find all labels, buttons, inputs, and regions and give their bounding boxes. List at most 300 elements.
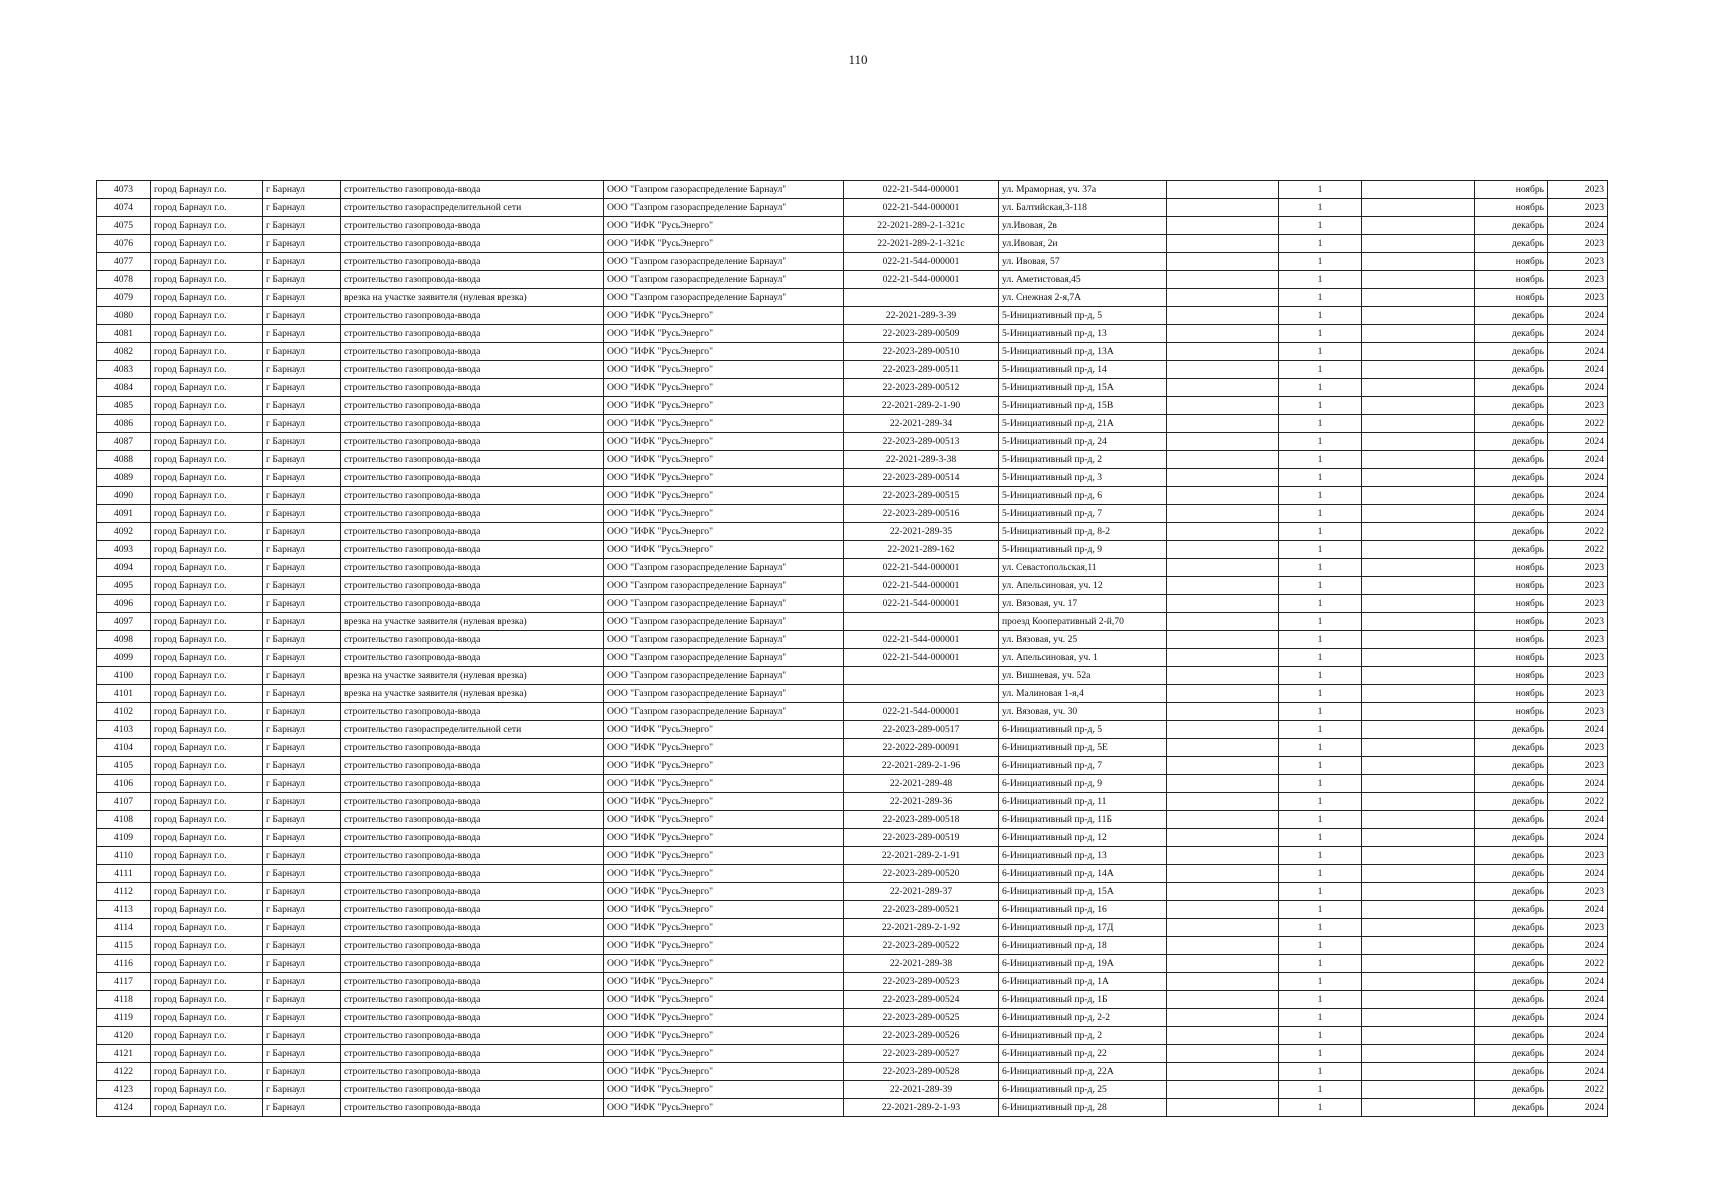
municipality-cell: город Барнаул г.о.	[151, 883, 263, 901]
note-cell	[1167, 721, 1279, 739]
municipality-cell: город Барнаул г.о.	[151, 613, 263, 631]
month-cell: декабрь	[1475, 721, 1548, 739]
row-number-cell: 4108	[97, 811, 151, 829]
municipality-cell: город Барнаул г.о.	[151, 343, 263, 361]
extra-cell	[1362, 667, 1475, 685]
month-cell: декабрь	[1475, 397, 1548, 415]
address-cell: 6-Инициативный пр-д, 5	[999, 721, 1167, 739]
note-cell	[1167, 739, 1279, 757]
extra-cell	[1362, 577, 1475, 595]
note-cell	[1167, 541, 1279, 559]
year-cell: 2023	[1548, 631, 1608, 649]
quantity-cell: 1	[1279, 307, 1362, 325]
program-code-cell: 22-2021-289-2-1-93	[844, 1099, 999, 1117]
program-code-cell: 22-2021-289-3-38	[844, 451, 999, 469]
address-cell: 5-Инициативный пр-д, 6	[999, 487, 1167, 505]
program-code-cell: 22-2023-289-00521	[844, 901, 999, 919]
address-cell: 6-Инициативный пр-д, 14А	[999, 865, 1167, 883]
program-code-cell: 22-2021-289-34	[844, 415, 999, 433]
year-cell: 2022	[1548, 793, 1608, 811]
extra-cell	[1362, 379, 1475, 397]
municipality-cell: город Барнаул г.о.	[151, 325, 263, 343]
extra-cell	[1362, 1063, 1475, 1081]
quantity-cell: 1	[1279, 775, 1362, 793]
row-number-cell: 4113	[97, 901, 151, 919]
year-cell: 2023	[1548, 289, 1608, 307]
settlement-cell: г Барнаул	[263, 685, 341, 703]
quantity-cell: 1	[1279, 253, 1362, 271]
table-row	[97, 523, 1608, 541]
row-number-cell: 4124	[97, 1099, 151, 1117]
work-type-cell: строительство газопровода-ввода	[341, 253, 604, 271]
organization-cell: ООО "ИФК "РусьЭнерго"	[604, 955, 844, 973]
organization-cell: ООО "Газпром газораспределение Барнаул"	[604, 667, 844, 685]
address-cell: 5-Инициативный пр-д, 15А	[999, 379, 1167, 397]
row-number-cell: 4082	[97, 343, 151, 361]
month-cell: декабрь	[1475, 1099, 1548, 1117]
table-row	[97, 469, 1608, 487]
work-type-cell: врезка на участке заявителя (нулевая врезка)	[341, 289, 604, 307]
work-type-cell: строительство газопровода-ввода	[341, 919, 604, 937]
settlement-cell: г Барнаул	[263, 469, 341, 487]
program-code-cell: 022-21-544-000001	[844, 559, 999, 577]
year-cell: 2024	[1548, 991, 1608, 1009]
quantity-cell: 1	[1279, 901, 1362, 919]
organization-cell: ООО "ИФК "РусьЭнерго"	[604, 919, 844, 937]
row-number-cell: 4094	[97, 559, 151, 577]
program-code-cell: 22-2023-289-00509	[844, 325, 999, 343]
month-cell: декабрь	[1475, 1063, 1548, 1081]
program-code-cell: 22-2023-289-00512	[844, 379, 999, 397]
quantity-cell: 1	[1279, 595, 1362, 613]
work-type-cell: строительство газопровода-ввода	[341, 901, 604, 919]
settlement-cell: г Барнаул	[263, 217, 341, 235]
extra-cell	[1362, 397, 1475, 415]
program-code-cell: 22-2021-289-2-1-321с	[844, 235, 999, 253]
extra-cell	[1362, 217, 1475, 235]
organization-cell: ООО "ИФК "РусьЭнерго"	[604, 235, 844, 253]
extra-cell	[1362, 613, 1475, 631]
work-type-cell: строительство газопровода-ввода	[341, 847, 604, 865]
settlement-cell: г Барнаул	[263, 631, 341, 649]
quantity-cell: 1	[1279, 883, 1362, 901]
table-row	[97, 1099, 1608, 1117]
extra-cell	[1362, 739, 1475, 757]
municipality-cell: город Барнаул г.о.	[151, 937, 263, 955]
quantity-cell: 1	[1279, 271, 1362, 289]
row-number-cell: 4087	[97, 433, 151, 451]
table-row	[97, 289, 1608, 307]
month-cell: ноябрь	[1475, 667, 1548, 685]
quantity-cell: 1	[1279, 739, 1362, 757]
extra-cell	[1362, 1009, 1475, 1027]
row-number-cell: 4111	[97, 865, 151, 883]
municipality-cell: город Барнаул г.о.	[151, 199, 263, 217]
month-cell: декабрь	[1475, 991, 1548, 1009]
note-cell	[1167, 1009, 1279, 1027]
municipality-cell: город Барнаул г.о.	[151, 955, 263, 973]
organization-cell: ООО "ИФК "РусьЭнерго"	[604, 1045, 844, 1063]
address-cell: 6-Инициативный пр-д, 7	[999, 757, 1167, 775]
program-code-cell: 022-21-544-000001	[844, 577, 999, 595]
municipality-cell: город Барнаул г.о.	[151, 973, 263, 991]
quantity-cell: 1	[1279, 991, 1362, 1009]
year-cell: 2022	[1548, 955, 1608, 973]
year-cell: 2024	[1548, 721, 1608, 739]
extra-cell	[1362, 919, 1475, 937]
note-cell	[1167, 667, 1279, 685]
organization-cell: ООО "ИФК "РусьЭнерго"	[604, 757, 844, 775]
row-number-cell: 4084	[97, 379, 151, 397]
table-row	[97, 649, 1608, 667]
year-cell: 2024	[1548, 865, 1608, 883]
row-number-cell: 4119	[97, 1009, 151, 1027]
row-number-cell: 4099	[97, 649, 151, 667]
year-cell: 2024	[1548, 433, 1608, 451]
organization-cell: ООО "ИФК "РусьЭнерго"	[604, 991, 844, 1009]
extra-cell	[1362, 631, 1475, 649]
year-cell: 2023	[1548, 703, 1608, 721]
settlement-cell: г Барнаул	[263, 757, 341, 775]
address-cell: 5-Инициативный пр-д, 3	[999, 469, 1167, 487]
row-number-cell: 4110	[97, 847, 151, 865]
organization-cell: ООО "ИФК "РусьЭнерго"	[604, 973, 844, 991]
note-cell	[1167, 955, 1279, 973]
table-row	[97, 685, 1608, 703]
settlement-cell: г Барнаул	[263, 505, 341, 523]
municipality-cell: город Барнаул г.о.	[151, 685, 263, 703]
municipality-cell: город Барнаул г.о.	[151, 1081, 263, 1099]
year-cell: 2022	[1548, 1081, 1608, 1099]
extra-cell	[1362, 235, 1475, 253]
row-number-cell: 4091	[97, 505, 151, 523]
settlement-cell: г Барнаул	[263, 271, 341, 289]
work-type-cell: строительство газопровода-ввода	[341, 1081, 604, 1099]
program-code-cell: 22-2023-289-00510	[844, 343, 999, 361]
work-type-cell: врезка на участке заявителя (нулевая врезка)	[341, 685, 604, 703]
row-number-cell: 4097	[97, 613, 151, 631]
extra-cell	[1362, 361, 1475, 379]
extra-cell	[1362, 883, 1475, 901]
program-code-cell	[844, 667, 999, 685]
table-row	[97, 937, 1608, 955]
row-number-cell: 4102	[97, 703, 151, 721]
program-code-cell: 22-2023-289-00515	[844, 487, 999, 505]
organization-cell: ООО "Газпром газораспределение Барнаул"	[604, 181, 844, 199]
work-type-cell: строительство газопровода-ввода	[341, 883, 604, 901]
organization-cell: ООО "ИФК "РусьЭнерго"	[604, 1027, 844, 1045]
address-cell: 5-Инициативный пр-д, 15В	[999, 397, 1167, 415]
quantity-cell: 1	[1279, 451, 1362, 469]
address-cell: ул. Апельсиновая, уч. 12	[999, 577, 1167, 595]
address-cell: 6-Инициативный пр-д, 22А	[999, 1063, 1167, 1081]
settlement-cell: г Барнаул	[263, 865, 341, 883]
municipality-cell: город Барнаул г.о.	[151, 919, 263, 937]
extra-cell	[1362, 433, 1475, 451]
address-cell: ул. Севастопольская,11	[999, 559, 1167, 577]
year-cell: 2024	[1548, 1009, 1608, 1027]
settlement-cell: г Барнаул	[263, 1045, 341, 1063]
month-cell: ноябрь	[1475, 199, 1548, 217]
quantity-cell: 1	[1279, 703, 1362, 721]
quantity-cell: 1	[1279, 523, 1362, 541]
settlement-cell: г Барнаул	[263, 1027, 341, 1045]
month-cell: ноябрь	[1475, 685, 1548, 703]
month-cell: декабрь	[1475, 793, 1548, 811]
table-row	[97, 451, 1608, 469]
settlement-cell: г Барнаул	[263, 649, 341, 667]
extra-cell	[1362, 595, 1475, 613]
organization-cell: ООО "ИФК "РусьЭнерго"	[604, 829, 844, 847]
row-number-cell: 4089	[97, 469, 151, 487]
organization-cell: ООО "ИФК "РусьЭнерго"	[604, 847, 844, 865]
row-number-cell: 4118	[97, 991, 151, 1009]
program-code-cell: 022-21-544-000001	[844, 199, 999, 217]
extra-cell	[1362, 757, 1475, 775]
organization-cell: ООО "ИФК "РусьЭнерго"	[604, 1063, 844, 1081]
year-cell: 2023	[1548, 397, 1608, 415]
address-cell: 6-Инициативный пр-д, 18	[999, 937, 1167, 955]
quantity-cell: 1	[1279, 829, 1362, 847]
quantity-cell: 1	[1279, 613, 1362, 631]
table-row	[97, 973, 1608, 991]
organization-cell: ООО "Газпром газораспределение Барнаул"	[604, 271, 844, 289]
work-type-cell: строительство газопровода-ввода	[341, 541, 604, 559]
program-code-cell: 22-2023-289-00517	[844, 721, 999, 739]
municipality-cell: город Барнаул г.о.	[151, 307, 263, 325]
note-cell	[1167, 469, 1279, 487]
quantity-cell: 1	[1279, 1045, 1362, 1063]
note-cell	[1167, 649, 1279, 667]
month-cell: декабрь	[1475, 217, 1548, 235]
month-cell: декабрь	[1475, 433, 1548, 451]
settlement-cell: г Барнаул	[263, 901, 341, 919]
year-cell: 2024	[1548, 469, 1608, 487]
address-cell: 6-Инициативный пр-д, 1Б	[999, 991, 1167, 1009]
organization-cell: ООО "ИФК "РусьЭнерго"	[604, 811, 844, 829]
quantity-cell: 1	[1279, 1099, 1362, 1117]
organization-cell: ООО "ИФК "РусьЭнерго"	[604, 721, 844, 739]
row-number-cell: 4077	[97, 253, 151, 271]
municipality-cell: город Барнаул г.о.	[151, 811, 263, 829]
municipality-cell: город Барнаул г.о.	[151, 235, 263, 253]
address-cell: 6-Инициативный пр-д, 2	[999, 1027, 1167, 1045]
gasification-register-table	[96, 180, 1608, 1117]
year-cell: 2023	[1548, 667, 1608, 685]
row-number-cell: 4085	[97, 397, 151, 415]
work-type-cell: строительство газопровода-ввода	[341, 1063, 604, 1081]
table-row	[97, 181, 1608, 199]
quantity-cell: 1	[1279, 1027, 1362, 1045]
settlement-cell: г Барнаул	[263, 613, 341, 631]
municipality-cell: город Барнаул г.о.	[151, 451, 263, 469]
table-row	[97, 343, 1608, 361]
organization-cell: ООО "ИФК "РусьЭнерго"	[604, 487, 844, 505]
quantity-cell: 1	[1279, 811, 1362, 829]
program-code-cell: 22-2021-289-2-1-96	[844, 757, 999, 775]
municipality-cell: город Барнаул г.о.	[151, 595, 263, 613]
month-cell: ноябрь	[1475, 271, 1548, 289]
program-code-cell: 22-2021-289-36	[844, 793, 999, 811]
note-cell	[1167, 685, 1279, 703]
row-number-cell: 4078	[97, 271, 151, 289]
year-cell: 2022	[1548, 541, 1608, 559]
extra-cell	[1362, 325, 1475, 343]
settlement-cell: г Барнаул	[263, 433, 341, 451]
municipality-cell: город Барнаул г.о.	[151, 253, 263, 271]
table-row	[97, 613, 1608, 631]
table-row	[97, 199, 1608, 217]
work-type-cell: строительство газопровода-ввода	[341, 865, 604, 883]
address-cell: 6-Инициативный пр-д, 11	[999, 793, 1167, 811]
row-number-cell: 4090	[97, 487, 151, 505]
program-code-cell: 22-2021-289-39	[844, 1081, 999, 1099]
row-number-cell: 4107	[97, 793, 151, 811]
month-cell: декабрь	[1475, 325, 1548, 343]
quantity-cell: 1	[1279, 199, 1362, 217]
address-cell: 6-Инициативный пр-д, 22	[999, 1045, 1167, 1063]
table-row	[97, 379, 1608, 397]
address-cell: 5-Инициативный пр-д, 2	[999, 451, 1167, 469]
note-cell	[1167, 199, 1279, 217]
settlement-cell: г Барнаул	[263, 253, 341, 271]
table-row	[97, 955, 1608, 973]
table-row	[97, 595, 1608, 613]
program-code-cell: 022-21-544-000001	[844, 703, 999, 721]
work-type-cell: строительство газопровода-ввода	[341, 775, 604, 793]
note-cell	[1167, 253, 1279, 271]
year-cell: 2023	[1548, 235, 1608, 253]
settlement-cell: г Барнаул	[263, 235, 341, 253]
extra-cell	[1362, 847, 1475, 865]
row-number-cell: 4123	[97, 1081, 151, 1099]
municipality-cell: город Барнаул г.о.	[151, 775, 263, 793]
municipality-cell: город Барнаул г.о.	[151, 991, 263, 1009]
municipality-cell: город Барнаул г.о.	[151, 1009, 263, 1027]
row-number-cell: 4086	[97, 415, 151, 433]
month-cell: декабрь	[1475, 541, 1548, 559]
year-cell: 2024	[1548, 901, 1608, 919]
note-cell	[1167, 775, 1279, 793]
month-cell: декабрь	[1475, 487, 1548, 505]
year-cell: 2023	[1548, 181, 1608, 199]
work-type-cell: строительство газопровода-ввода	[341, 559, 604, 577]
program-code-cell: 022-21-544-000001	[844, 253, 999, 271]
organization-cell: ООО "ИФК "РусьЭнерго"	[604, 793, 844, 811]
address-cell: 5-Инициативный пр-д, 24	[999, 433, 1167, 451]
settlement-cell: г Барнаул	[263, 451, 341, 469]
municipality-cell: город Барнаул г.о.	[151, 901, 263, 919]
address-cell: 5-Инициативный пр-д, 13А	[999, 343, 1167, 361]
address-cell: ул.Ивовая, 2в	[999, 217, 1167, 235]
extra-cell	[1362, 451, 1475, 469]
quantity-cell: 1	[1279, 469, 1362, 487]
settlement-cell: г Барнаул	[263, 991, 341, 1009]
month-cell: декабрь	[1475, 1045, 1548, 1063]
row-number-cell: 4083	[97, 361, 151, 379]
municipality-cell: город Барнаул г.о.	[151, 289, 263, 307]
row-number-cell: 4117	[97, 973, 151, 991]
settlement-cell: г Барнаул	[263, 325, 341, 343]
year-cell: 2022	[1548, 523, 1608, 541]
work-type-cell: строительство газопровода-ввода	[341, 1009, 604, 1027]
note-cell	[1167, 307, 1279, 325]
note-cell	[1167, 1099, 1279, 1117]
organization-cell: ООО "ИФК "РусьЭнерго"	[604, 343, 844, 361]
extra-cell	[1362, 271, 1475, 289]
note-cell	[1167, 793, 1279, 811]
extra-cell	[1362, 199, 1475, 217]
quantity-cell: 1	[1279, 397, 1362, 415]
month-cell: ноябрь	[1475, 613, 1548, 631]
address-cell: ул. Аметистовая,45	[999, 271, 1167, 289]
table-row	[97, 721, 1608, 739]
municipality-cell: город Барнаул г.о.	[151, 793, 263, 811]
table-row	[97, 235, 1608, 253]
work-type-cell: строительство газопровода-ввода	[341, 595, 604, 613]
year-cell: 2024	[1548, 325, 1608, 343]
program-code-cell: 22-2021-289-162	[844, 541, 999, 559]
month-cell: декабрь	[1475, 451, 1548, 469]
month-cell: ноябрь	[1475, 577, 1548, 595]
organization-cell: ООО "ИФК "РусьЭнерго"	[604, 379, 844, 397]
row-number-cell: 4120	[97, 1027, 151, 1045]
row-number-cell: 4104	[97, 739, 151, 757]
quantity-cell: 1	[1279, 955, 1362, 973]
note-cell	[1167, 1045, 1279, 1063]
municipality-cell: город Барнаул г.о.	[151, 1045, 263, 1063]
organization-cell: ООО "ИФК "РусьЭнерго"	[604, 865, 844, 883]
note-cell	[1167, 613, 1279, 631]
table-row	[97, 487, 1608, 505]
address-cell: ул. Малиновая 1-я,4	[999, 685, 1167, 703]
work-type-cell: строительство газопровода-ввода	[341, 973, 604, 991]
note-cell	[1167, 379, 1279, 397]
note-cell	[1167, 865, 1279, 883]
settlement-cell: г Барнаул	[263, 955, 341, 973]
work-type-cell: строительство газопровода-ввода	[341, 829, 604, 847]
extra-cell	[1362, 775, 1475, 793]
settlement-cell: г Барнаул	[263, 595, 341, 613]
year-cell: 2024	[1548, 1099, 1608, 1117]
program-code-cell: 22-2021-289-2-1-321с	[844, 217, 999, 235]
quantity-cell: 1	[1279, 361, 1362, 379]
municipality-cell: город Барнаул г.о.	[151, 541, 263, 559]
extra-cell	[1362, 541, 1475, 559]
table-row	[97, 577, 1608, 595]
settlement-cell: г Барнаул	[263, 919, 341, 937]
address-cell: ул. Снежная 2-я,7А	[999, 289, 1167, 307]
settlement-cell: г Барнаул	[263, 847, 341, 865]
organization-cell: ООО "ИФК "РусьЭнерго"	[604, 523, 844, 541]
extra-cell	[1362, 1081, 1475, 1099]
extra-cell	[1362, 703, 1475, 721]
month-cell: декабрь	[1475, 937, 1548, 955]
address-cell: 5-Инициативный пр-д, 21А	[999, 415, 1167, 433]
quantity-cell: 1	[1279, 577, 1362, 595]
program-code-cell: 022-21-544-000001	[844, 631, 999, 649]
municipality-cell: город Барнаул г.о.	[151, 1027, 263, 1045]
year-cell: 2024	[1548, 343, 1608, 361]
municipality-cell: город Барнаул г.о.	[151, 1099, 263, 1117]
municipality-cell: город Барнаул г.о.	[151, 829, 263, 847]
note-cell	[1167, 505, 1279, 523]
work-type-cell: строительство газопровода-ввода	[341, 523, 604, 541]
settlement-cell: г Барнаул	[263, 523, 341, 541]
year-cell: 2024	[1548, 361, 1608, 379]
work-type-cell: строительство газопровода-ввода	[341, 487, 604, 505]
organization-cell: ООО "ИФК "РусьЭнерго"	[604, 469, 844, 487]
